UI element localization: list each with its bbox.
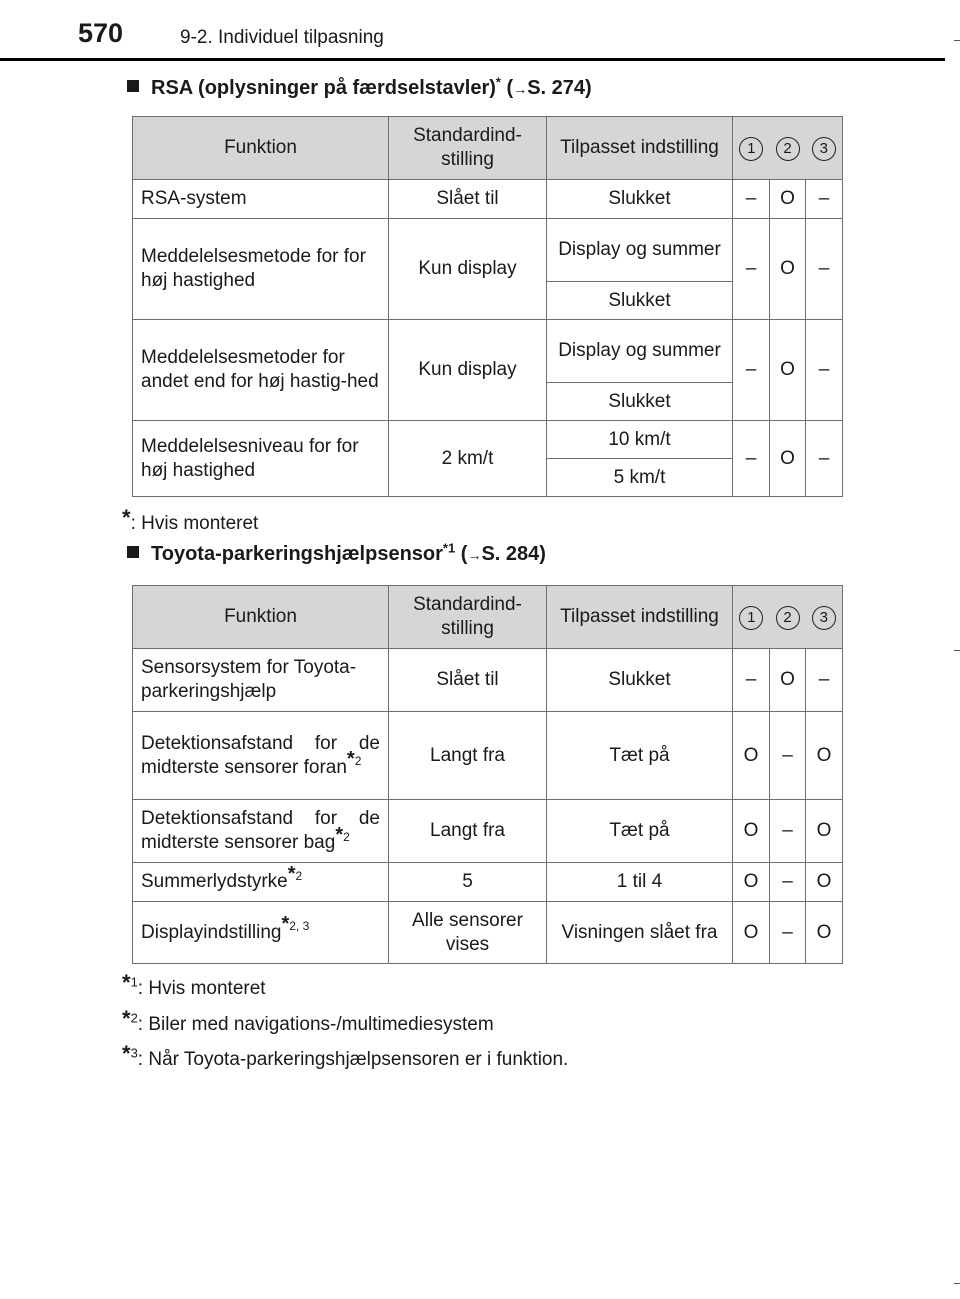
- rsa-heading-title: RSA (oplysninger på færdselstavler): [151, 77, 496, 99]
- table-row: [133, 180, 843, 219]
- cell-c2: –: [770, 902, 806, 964]
- cell-c3: –: [806, 219, 843, 320]
- cell-custom: 5 km/t: [547, 459, 733, 497]
- cell-custom: Display og summer: [547, 320, 733, 383]
- cell-default: 2 km/t: [389, 421, 547, 497]
- cell-c3: O: [806, 863, 843, 902]
- section-title: 9-2. Individuel tilpasning: [180, 27, 384, 48]
- footnote-star: *: [122, 505, 131, 530]
- parking-footnote-1: *$^1$: Hvis monteret: [122, 970, 266, 999]
- arrow-right-icon: →: [513, 81, 528, 97]
- parking-heading-paren: (: [455, 543, 468, 565]
- cell-c1: O: [733, 712, 770, 800]
- cell-custom: Slukket: [547, 180, 733, 219]
- cell-c3: O: [806, 902, 843, 964]
- col-header-function: Funktion: [133, 586, 389, 649]
- table-header-row: [133, 586, 843, 649]
- cell-default: Kun display: [389, 219, 547, 320]
- cell-c3: –: [806, 320, 843, 421]
- cell-c3: O: [806, 712, 843, 800]
- cell-custom: Slukket: [547, 649, 733, 712]
- cell-function: Sensorsystem for Toyota-parkeringshjælp: [133, 649, 389, 712]
- cell-custom: Slukket: [547, 383, 733, 421]
- circled-3: 3: [812, 137, 836, 161]
- cell-c3: –: [806, 649, 843, 712]
- rsa-heading-star: *: [495, 74, 501, 90]
- parking-heading: [127, 540, 546, 566]
- cell-c3: O: [806, 800, 843, 863]
- cell-c1: –: [733, 421, 770, 497]
- col-header-function: Funktion: [133, 117, 389, 180]
- circled-2: 2: [776, 606, 800, 630]
- cell-function: Meddelelsesmetode for for høj hastighed: [133, 219, 389, 320]
- bullet-square-icon: [127, 80, 139, 92]
- col-header-default: Standardind-stilling: [389, 586, 547, 649]
- rsa-table: [132, 116, 843, 497]
- cell-custom: Slukket: [547, 282, 733, 320]
- table-row: [133, 421, 843, 459]
- col-header-custom: Tilpasset indstilling: [547, 586, 733, 649]
- cell-default: Slået til: [389, 180, 547, 219]
- rsa-heading-paren: (: [500, 77, 514, 99]
- crop-mark: [954, 650, 960, 651]
- cell-function: Summerlydstyrke$^{*2}$: [133, 863, 389, 902]
- table-row: [133, 320, 843, 383]
- cell-c2: O: [770, 320, 806, 421]
- cell-c1: –: [733, 649, 770, 712]
- crop-mark: [954, 1283, 960, 1284]
- table-row: [133, 219, 843, 282]
- cell-custom: Visningen slået fra: [547, 902, 733, 964]
- cell-c1: O: [733, 902, 770, 964]
- cell-c3: –: [806, 180, 843, 219]
- footnote-text: : Hvis monteret: [130, 513, 259, 534]
- cell-default: Langt fra: [389, 712, 547, 800]
- table-header-row: [133, 117, 843, 180]
- col-header-custom: Tilpasset indstilling: [547, 117, 733, 180]
- page-number: 570: [78, 18, 124, 48]
- header-rule: [0, 58, 945, 61]
- cell-c1: –: [733, 180, 770, 219]
- cell-custom: Tæt på: [547, 800, 733, 863]
- cell-c2: O: [770, 649, 806, 712]
- arrow-right-icon: →: [467, 547, 482, 563]
- cell-function: Detektionsafstand for de midterste sensorer bag$^{*2}$: [133, 800, 389, 863]
- cell-c2: O: [770, 219, 806, 320]
- cell-custom: Tæt på: [547, 712, 733, 800]
- cell-c2: –: [770, 863, 806, 902]
- parking-footnote-3: *$^3$: Når Toyota-parkeringshjælpsensoren er i funktion.: [122, 1041, 569, 1070]
- parking-heading-star: *1: [442, 540, 456, 556]
- circled-3: 3: [812, 606, 836, 630]
- crop-mark: [954, 40, 960, 41]
- rsa-page-ref: S. 274): [527, 77, 592, 99]
- cell-c2: O: [770, 180, 806, 219]
- table-row: [133, 712, 843, 800]
- cell-default: Langt fra: [389, 800, 547, 863]
- cell-custom: 1 til 4: [547, 863, 733, 902]
- rsa-footnote: [122, 505, 258, 535]
- cell-function: RSA-system: [133, 180, 389, 219]
- rsa-heading: [127, 74, 592, 100]
- table-row: [133, 800, 843, 863]
- cell-c1: O: [733, 800, 770, 863]
- cell-c2: –: [770, 800, 806, 863]
- cell-function: Meddelelsesniveau for for høj hastighed: [133, 421, 389, 497]
- cell-custom: Display og summer: [547, 219, 733, 282]
- parking-page-ref: S. 284): [481, 543, 546, 565]
- parking-footnote-2: *$^2$: Biler med navigations-/multimediesystem: [122, 1006, 494, 1035]
- cell-c1: O: [733, 863, 770, 902]
- cell-c1: –: [733, 219, 770, 320]
- cell-function: Displayindstilling$^{*2, 3}$: [133, 902, 389, 964]
- parking-heading-title: Toyota-parkeringshjælpsensor: [151, 543, 443, 565]
- cell-c2: O: [770, 421, 806, 497]
- bullet-square-icon: [127, 546, 139, 558]
- table-row: [133, 902, 843, 964]
- table-row: [133, 649, 843, 712]
- cell-default: Slået til: [389, 649, 547, 712]
- circled-1: 1: [739, 606, 763, 630]
- cell-default: 5: [389, 863, 547, 902]
- cell-default: Alle sensorer vises: [389, 902, 547, 964]
- circled-2: 2: [776, 137, 800, 161]
- cell-c1: –: [733, 320, 770, 421]
- cell-function: Meddelelsesmetoder for andet end for høj hastig-hed: [133, 320, 389, 421]
- page-header: [0, 0, 960, 62]
- col-header-default: Standardind-stilling: [389, 117, 547, 180]
- circled-1: 1: [739, 137, 763, 161]
- cell-c3: –: [806, 421, 843, 497]
- table-row: [133, 863, 843, 902]
- cell-default: Kun display: [389, 320, 547, 421]
- cell-c2: –: [770, 712, 806, 800]
- cell-function: Detektionsafstand for de midterste sensorer foran$^{*2}$: [133, 712, 389, 800]
- cell-custom: 10 km/t: [547, 421, 733, 459]
- parking-table: [132, 585, 843, 964]
